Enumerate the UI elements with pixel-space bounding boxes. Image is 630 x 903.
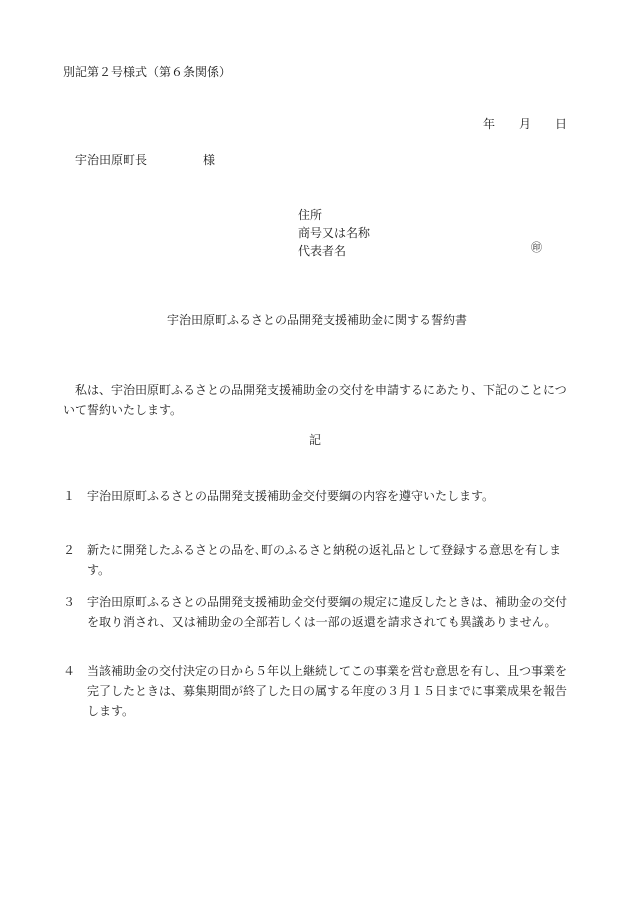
pledge-item-number: １ <box>63 489 76 503</box>
applicant-block <box>298 206 370 260</box>
intro-paragraph: 私は、宇治田原町ふるさとの品開発支援補助金の交付を申請するにあたり、下記のことについて誓約いたします。 <box>63 383 567 417</box>
date-day-label: 日 <box>555 117 568 131</box>
pledge-item-number: ４ <box>63 664 76 678</box>
seal-mark: ㊞ <box>531 241 542 254</box>
pledge-item-text: 宇治田原町ふるさとの品開発支援補助金交付要綱の内容を遵守いたします。 <box>87 489 495 503</box>
pledge-item-number: ２ <box>63 543 76 557</box>
date-month-label: 月 <box>519 117 532 131</box>
document-title: 宇治田原町ふるさとの品開発支援補助金に関する誓約書 <box>167 313 468 327</box>
representative-label: 代表者名 <box>298 244 347 258</box>
address-label: 住所 <box>298 208 323 222</box>
pledge-item <box>63 486 571 506</box>
pledge-item <box>63 540 571 580</box>
pledge-item-text: 当該補助金の交付決定の日から５年以上継続してこの事業を営む意思を有し、且つ事業を完了したときは、募集期間が終了した日の属する年度の３月１５日までに事業成果を報告します。 <box>87 664 568 718</box>
pledge-item-text: 新たに開発したふるさとの品を､町のふるさと納税の返礼品として登録する意思を有します。 <box>87 543 562 577</box>
ki-heading: 記 <box>309 433 322 447</box>
addressee-suffix: 様 <box>203 153 216 167</box>
date-year-label: 年 <box>483 117 496 131</box>
form-number: 別記第２号様式（第６条関係） <box>63 65 232 79</box>
pledge-item <box>63 661 571 721</box>
pledge-item-number: ３ <box>63 595 76 609</box>
addressee-name: 宇治田原町長 <box>75 153 148 167</box>
company-name-label: 商号又は名称 <box>298 226 371 240</box>
pledge-item <box>63 592 571 632</box>
pledge-item-text: 宇治田原町ふるさとの品開発支援補助金交付要綱の規定に違反したときは、補助金の交付を取り消され、又は補助金の全部若しくは一部の返還を請求されても異議ありません。 <box>87 595 568 629</box>
